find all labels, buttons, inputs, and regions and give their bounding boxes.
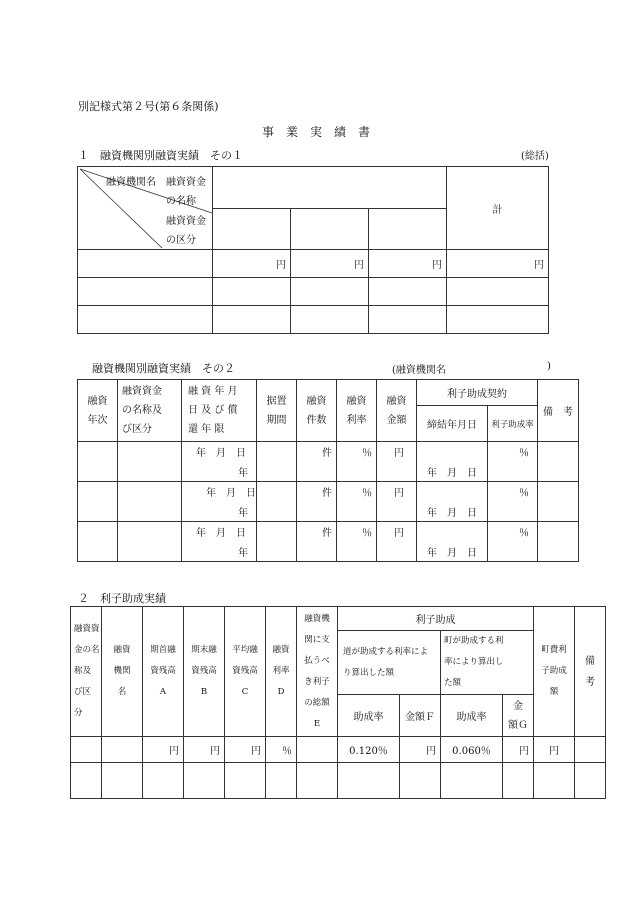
pct-unit: ％ [266, 737, 297, 763]
header-fund: 融資資金 の名称及 び区分 [118, 380, 182, 442]
table-cell [575, 763, 606, 799]
header-end-balance: 期末融 資残高 B [184, 607, 225, 737]
yen-unit: 円 [400, 737, 441, 763]
table-cell [225, 763, 266, 799]
form-label: 別記様式第２号(第６条関係) [78, 100, 219, 113]
table-cell [297, 737, 338, 763]
org-cell [78, 250, 213, 278]
header-count: 融資 件数 [297, 380, 337, 442]
pct-unit: ％ [337, 522, 377, 562]
yen-unit: 円 [213, 250, 291, 278]
pref-rate-value: 0.120％ [338, 737, 400, 763]
count-unit: 件 [297, 442, 337, 482]
table-cell [503, 763, 534, 799]
table-cell [266, 763, 297, 799]
contract-date-cell: 年 月 日 [417, 482, 488, 522]
table-cell [102, 737, 143, 763]
header-subsidy-rate: 利子助成率 [488, 406, 538, 442]
org-name-close: ) [547, 361, 551, 372]
header-loan-year: 融資 年次 [78, 380, 118, 442]
table-cell [297, 763, 338, 799]
table-cell [118, 442, 182, 482]
table-cell [118, 482, 182, 522]
header-amount: 融資 金額 [377, 380, 417, 442]
yen-unit: 円 [369, 250, 447, 278]
pct-unit: ％ [337, 442, 377, 482]
yen-unit: 円 [503, 737, 534, 763]
contract-date-cell: 年 月 日 [417, 522, 488, 562]
header-rate: 融資 利率 [337, 380, 377, 442]
nen-label: 年 [238, 548, 248, 559]
count-unit: 件 [297, 522, 337, 562]
header-begin-balance: 期首融 資残高 A [143, 607, 184, 737]
table-cell [78, 482, 118, 522]
subsidy-pct: ％ [488, 522, 538, 562]
table-cell [257, 442, 297, 482]
header-subsidy: 利子助成 [338, 607, 534, 631]
subsidy-pct: ％ [488, 442, 538, 482]
table-cell [102, 763, 143, 799]
header-interest-total: 融資機 関に支 払うべ き利子 の総額 E [297, 607, 338, 737]
table-cell [400, 763, 441, 799]
ymd-label: 年 月 日 [206, 488, 256, 499]
yen-unit: 円 [184, 737, 225, 763]
org-name-open: (融資機関名 [392, 365, 446, 376]
subsidy-pct: ％ [488, 482, 538, 522]
fund-name-cell [213, 167, 447, 209]
header-pref: 道が助成する利率によ り算出した額 [338, 631, 441, 695]
section2-heading: 融資機関別融資実績 その２ [92, 362, 235, 375]
pct-unit: ％ [337, 482, 377, 522]
period-cell [182, 522, 257, 562]
count-unit: 件 [297, 482, 337, 522]
table-cell [78, 442, 118, 482]
table-section1 [77, 166, 549, 334]
diagonal-header-cell [78, 167, 213, 250]
total-header: 計 [447, 167, 549, 250]
table-cell [447, 306, 549, 334]
table-cell [71, 737, 102, 763]
table-cell [71, 763, 102, 799]
header-contract-date: 締結年月日 [417, 406, 488, 442]
header-town-cost: 町費利 子助成 額 [534, 607, 575, 737]
header-remarks: 備 考 [538, 380, 579, 442]
table-section3 [70, 606, 606, 799]
table-cell [213, 278, 291, 306]
table-cell [534, 763, 575, 799]
table-cell [441, 763, 503, 799]
header-town-rate: 助成率 [441, 695, 503, 737]
table-cell [538, 522, 579, 562]
header-org: 融資 機関 名 [102, 607, 143, 737]
header-town-amount: 金 額Ｇ [503, 695, 534, 737]
yen-unit: 円 [377, 482, 417, 522]
fund-name-label: 融資資金 の名称 [166, 177, 206, 207]
yen-unit: 円 [291, 250, 369, 278]
table-cell [184, 763, 225, 799]
period-cell [182, 482, 257, 522]
table-cell [447, 278, 549, 306]
header-period: 融 資 年 月 日 及 び 償 還 年 限 [182, 380, 257, 442]
table-cell [291, 278, 369, 306]
table-cell [78, 278, 213, 306]
table-cell [118, 522, 182, 562]
table-cell [538, 482, 579, 522]
table-cell [291, 306, 369, 334]
fund-div-cell-2 [291, 209, 369, 250]
table-cell [143, 763, 184, 799]
yen-unit: 円 [377, 522, 417, 562]
header-grace: 据置 期間 [257, 380, 297, 442]
yen-unit: 円 [377, 442, 417, 482]
fund-div-cell-3 [369, 209, 447, 250]
town-rate-value: 0.060％ [441, 737, 503, 763]
section1-heading: １ 融資機関別融資実績 その１ [78, 149, 243, 162]
org-name-label: 融資機関名 [106, 177, 156, 188]
table-cell [575, 737, 606, 763]
header-rate: 融資 利率 D [266, 607, 297, 737]
header-contract: 利子助成契約 [417, 380, 538, 406]
table-cell [257, 482, 297, 522]
section1-note: (総括) [521, 151, 549, 162]
header-remarks: 備 考 [575, 607, 606, 737]
table-cell [213, 306, 291, 334]
header-fund: 融資資 金の名 称及 び区 分 [71, 607, 102, 737]
period-cell [182, 442, 257, 482]
section3-heading: ２ 利子助成実績 [78, 592, 166, 605]
header-pref-rate: 助成率 [338, 695, 400, 737]
ymd-label: 年 月 日 [196, 448, 246, 459]
yen-unit: 円 [143, 737, 184, 763]
header-avg-balance: 平均融 資残高 C [225, 607, 266, 737]
table-cell [369, 306, 447, 334]
yen-unit: 円 [447, 250, 549, 278]
yen-unit: 円 [225, 737, 266, 763]
header-pref-amount: 金額Ｆ [400, 695, 441, 737]
table-cell [538, 442, 579, 482]
contract-date-cell: 年 月 日 [417, 442, 488, 482]
table-cell [338, 763, 400, 799]
page-title: 事 業 実 績 書 [262, 125, 371, 139]
ymd-label: 年 月 日 [196, 528, 246, 539]
table-cell [257, 522, 297, 562]
table-section2 [77, 379, 579, 562]
fund-division-label: 融資資金 の区分 [166, 216, 206, 246]
nen-label: 年 [238, 468, 248, 479]
table-cell [78, 522, 118, 562]
table-cell [78, 306, 213, 334]
header-town: 町が助成する利 率により算出し た額 [441, 631, 534, 695]
nen-label: 年 [238, 508, 248, 519]
fund-div-cell-1 [213, 209, 291, 250]
yen-unit: 円 [534, 737, 575, 763]
table-cell [369, 278, 447, 306]
